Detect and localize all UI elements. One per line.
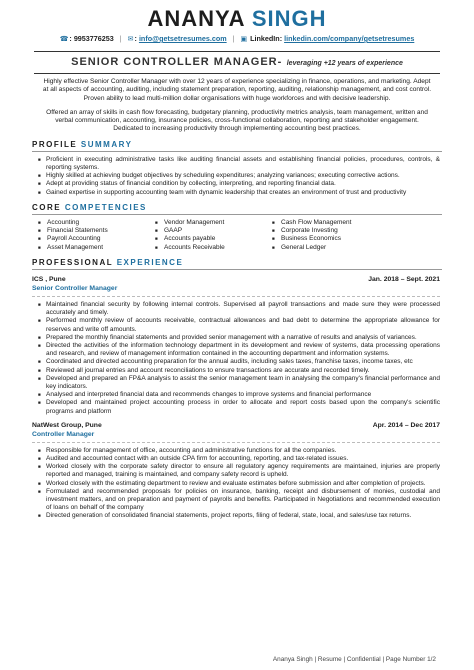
section-heading-experience: PROFESSIONAL EXPERIENCE: [32, 258, 442, 270]
job-dates: Apr. 2014 – Dec 2017: [372, 421, 440, 429]
job-entry: [0, 421, 474, 521]
linkedin-link[interactable]: linkedin.com/company/getsetresumes: [284, 34, 415, 43]
list-item: ■ Adept at providing status of financial condition by collecting, interpreting, and reporting financial data.: [38, 180, 440, 188]
list-item: ■ Audited and accounted contact with an outside CPA firm for accounting, reporting, and tax-related issues.: [38, 455, 440, 463]
page-footer: Ananya Singh | Resume | Confidential | Page Number 1/2: [272, 656, 436, 663]
separator: |: [119, 34, 122, 43]
section-heading-profile: PROFILE SUMMARY: [32, 140, 442, 152]
separator: |: [232, 34, 235, 43]
email[interactable]: ✉: info@getsetresumes.com: [127, 34, 227, 43]
competency-item: ■ Financial Statements: [38, 227, 155, 235]
competency-grid: [38, 219, 440, 252]
summary: [40, 78, 434, 134]
job-company: ICS , Pune: [32, 275, 66, 283]
summary-paragraph: Highly effective Senior Controller Manager with over 12 years of experience specializing in finance, operations, and marketing. Adept at all aspects of accounting, auditing, including statement preparation, reporting, auditing, relationship management, and cost control. Proven ability to lead multi-million dollar organisations with huge workforces and with decisive leadership.: [42, 78, 432, 102]
competency-item: ■ Accounting: [38, 219, 155, 227]
list-item: ■ Worked closely with the estimating department to review and evaluate estimates before submission and after completion of projects.: [38, 480, 440, 488]
list-item: ■ Formulated and recommended proposals for policies on insurance, banking, receipt and disbursement of monies, custodial and investment matters, and on preparation and payment of payrolls and benefits. Participated in Negotiations and recommended execution of loans on behalf of the company: [38, 488, 440, 513]
resume-header: [0, 0, 474, 43]
list-item: ■ Performed monthly review of accounts receivable, contractual allowances and bad debt to determine the appropriate allowance for reserves and write off amounts.: [38, 317, 440, 333]
list-item: ■ Proficient in executing administrative tasks like auditing financial assets and establishing financial policies, procedures, controls, & reporting systems.: [38, 156, 440, 172]
contact-line: [0, 34, 474, 43]
competency-item: ■ Accounts payable: [155, 235, 272, 243]
role-tagline: leveraging +12 years of experience: [286, 60, 403, 67]
divider: [32, 296, 440, 297]
phone-icon: ☎: [59, 36, 69, 43]
list-item: ■ Worked closely with the corporate safety director to ensure all regulatory agency requirements are maintained, injuries are properly reported and managed, training is maintained, and company safety record is upheld.: [38, 463, 440, 479]
role-title: SENIOR CONTROLLER MANAGER-: [71, 56, 283, 68]
job-role: Controller Manager: [32, 430, 95, 438]
job-duties: [38, 301, 440, 416]
linkedin-label: LinkedIn:: [250, 34, 283, 43]
section-heading-competencies: CORE COMPETENCIES: [32, 203, 442, 215]
linkedin[interactable]: [241, 34, 415, 43]
list-item: ■ Analysed and interpreted financial data and recommends changes to improve systems and financial performance: [38, 391, 440, 399]
summary-paragraph: Offered an array of skills in cash flow forecasting, budgetary planning, productivity metrics analysis, team management, written and verbal communication, accounting, insurance policies, cross-functional collaboration, reporting and stakeholder engagement. Dedicated to increasing productivity through implementing accounting best practices.: [46, 108, 428, 133]
list-item: ■ Coordinated and directed accounting preparation for the annual audits, including sales taxes, franchise taxes, income taxes, etc: [38, 358, 440, 366]
job-header: [32, 275, 440, 284]
job-header: [32, 421, 440, 430]
candidate-name: [0, 7, 474, 31]
phone: ☎: 9953776253: [59, 34, 114, 43]
job-entry: [0, 275, 474, 416]
list-item: ■ Developed and prepared an FP&A analysis to assist the senior management team in analysing the company's financial performance and key indicators.: [38, 375, 440, 391]
title-bar: [34, 51, 440, 74]
linkedin-icon: ▣: [240, 36, 248, 43]
divider: [32, 442, 440, 443]
list-item: ■ Prepared the monthly financial statements and provided senior management with a narrative of results and analysis of variances.: [38, 334, 440, 342]
competency-item: ■ Business Economics: [272, 235, 389, 243]
job-role: Senior Controller Manager: [32, 284, 118, 292]
competency-item: ■ Payroll Accounting: [38, 235, 155, 243]
list-item: ■ Responsible for management of office, accounting and administrative functions for all the companies.: [38, 447, 440, 455]
competency-item: ■ Accounts Receivable: [155, 244, 272, 252]
email-link[interactable]: info@getsetresumes.com: [138, 34, 227, 43]
job-dates: Jan. 2018 – Sept. 2021: [368, 275, 440, 283]
competency-item: ■ GAAP: [155, 227, 272, 235]
list-item: ■ Directed the activities of the information technology department in its development and review of systems, data processing operations and research, and review of management information contained in the accounting department and information systems.: [38, 342, 440, 358]
first-name: ANANYA: [147, 6, 245, 31]
list-item: ■ Maintained financial security by following internal controls. Supervised all payroll transactions and made sure they were processed accurately and timely.: [38, 301, 440, 317]
list-item: ■ Directed generation of consolidated financial statements, project reports, filing of federal, state, local, and sales/use tax returns.: [38, 512, 440, 520]
competency-item: ■ General Ledger: [272, 244, 389, 252]
list-item: ■ Reviewed all journal entries and account reconciliations to ensure transactions are accurate and recorded timely.: [38, 367, 440, 375]
competency-item: ■ Asset Management: [38, 244, 155, 252]
list-item: ■ Developed and maintained project accounting process in order to allocate and report costs based upon the company's scientific programs and platform: [38, 399, 440, 415]
competency-item: ■ Cash Flow Management: [272, 219, 389, 227]
list-item: ■ Highly skilled at achieving budget objectives by scheduling expenditures; analyzing variances; executing corrective actions.: [38, 172, 440, 180]
profile-list: [38, 156, 440, 197]
email-icon: ✉: [127, 36, 134, 43]
competency-item: ■ Corporate Investing: [272, 227, 389, 235]
competency-item: ■ Vendor Management: [155, 219, 272, 227]
job-duties: [38, 447, 440, 521]
job-company: NatWest Group, Pune: [32, 421, 102, 429]
list-item: ■ Gained expertise in supporting accounting team with dynamic leadership that creates an environment of trust and productivity: [38, 189, 440, 197]
last-name: SINGH: [251, 6, 327, 31]
